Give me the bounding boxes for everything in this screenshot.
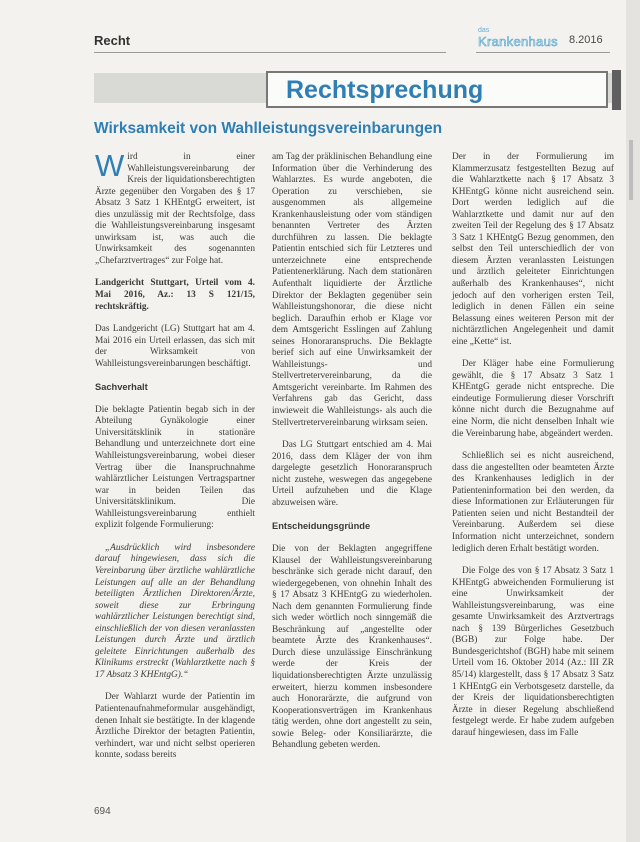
page-edge-mark: [629, 140, 633, 200]
section-title-box: [266, 71, 608, 108]
logo-wordmark: Krankenhaus: [478, 34, 558, 49]
section-title: Rechtsprechung: [286, 76, 484, 104]
header-rule: [94, 52, 446, 53]
lead-paragraph: [95, 148, 255, 267]
quoted-clause: „Ausdrücklich wird insbesondere darauf hingewiesen, dass sich die Vereinbarung über ärztliche wahlärztliche Leistungen auf alle an der Behandlung beteiligten Ärztlichen Direktoren/Ärzte, soweit diese zur Erbringung wahlärztlicher Leistungen berechtigt sind, einschließlich der von diesen veranlassten Leistungen durch Ärzte und ärztlich geleitete Einrichtungen außerhalb des Klinikums erstreckt (Wahlarztkette nach § 17 Absatz 3 KHEntgG).“: [95, 542, 255, 680]
paragraph: Der in der Formulierung im Klammerzusatz festgestellten Bezug auf die Wahlarztkette nach § 17 Absatz 3 KHEntgG könne nicht ausreichend sein. Dort werden lediglich auf die Wahlarztkette und damit nur auf den zweiten Teil der Regelung des § 17 Absatz 3 Satz 1 KHEntgG Bezug genommen, den selbst den Teil unterschiedlich der von diesem Ärzten veranlassten Leistungen und ärztlich geleiteter Einrichtungen außerhalb des Krankenhauses“, nicht jedoch auf den vorherigen ersten Teil, lediglich in denen Fällen ein seine Belassung eines weiteren Person mit der nichtärztlichen Angelegenheit und damit eine „Kette“ ist.: [452, 152, 614, 347]
section-label: Recht: [94, 33, 131, 48]
article-headline: Wirksamkeit von Wahlleistungsvereinbarungen: [94, 120, 443, 137]
logo-prefix: das: [478, 27, 490, 34]
court-citation: Landgericht Stuttgart, Urteil vom 4. Mai 2016, Az.: 13 S 121/15, rechtskräftig.: [95, 278, 255, 312]
paragraph: Der Kläger habe eine Formulierung gewählt, die § 17 Absatz 3 Satz 1 KHEntgG gerade nicht entspreche. Die eindeutige Formulierung dieser Vorschrift könne nicht durch die Bezugnahme auf eine Norm, die nicht denselben Inhalt wie die Vereinbarung habe, abgeändert werden.: [452, 359, 614, 439]
paragraph: Der Wahlarzt wurde der Patientin im Patientenaufnahmeformular ausgehändigt, denen Inhalt sie bestätigte. In der klagende Ärztliche Direktor der betagten Patientin, verhindert, war und nicht selbst operieren konnte, sodass bereits: [95, 692, 255, 761]
page-edge: [626, 0, 640, 842]
paragraph: Die Folge des von § 17 Absatz 3 Satz 1 KHEntgG abweichenden Formulierung ist eine Unwirksamkeit der Wahlleistungsvereinbarung, was eine gesamte Unwirksamkeit des Arztvertrags nach § 139 Bürgerliches Gesetzbuch (BGB) zur Folge habe. Der Bundesgerichtshof (BGH) habe mit seinem Urteil vom 16. Oktober 2014 (Az.: III ZR 85/14) klargestellt, dass § 17 Absatz 3 Satz 1 KHEntgG ein Verbotsgesetz darstelle, da der Kreis der liquidationsberechtigten Ärzte in dieser Regelung abschließend festgelegt werde. Er habe zudem aufgeben darauf hingewiesen, dass im Falle: [452, 566, 614, 738]
page-number: 694: [94, 806, 111, 817]
header-rule-right: [476, 52, 610, 53]
paragraph: Die von der Beklagten angegriffene Klausel der Wahlleistungsvereinbarung beschränke sich gerade nicht darauf, den wiedergegebenen, von ohnehin Inhalt des § 17 Absatz 3 KHEntgG zu wiederholen. Nach dem genannten Formulierung finde sich weder wörtlich noch sinngemäß die Beschränkung auf „angestellte oder beamtete Ärzte des Krankenhauses“. Durch diese unzulässige Einschränkung werde der Kreis der liquidationsberechtigten Ärzte unzulässig erweitert, hierzu kommen insbesondere auch Honorarärzte, die aufgrund von Kooperationsverträgen im Krankenhaus tätig werden, ohne dort angestellt zu sein, sowie Beleg- oder Konsiliarärzte, die Behandlung gebeten werden.: [272, 543, 432, 751]
subheading-facts: Sachverhalt: [95, 382, 148, 393]
paragraph: Die beklagte Patientin begab sich in der Abteilung Gynäkologie einer Universitätsklinik in stationäre Behandlung und unterzeichnete dort eine Wahlleistungsvereinbarung, wobei dieser Vertrag über die Inanspruchnahme wahlärztlicher Leistungen Vertragspartner war in beiden Teilen das Universitätsklinikum. Die Wahlleistungsvereinbarung enthielt explizit folgende Formulierung:: [95, 404, 255, 531]
text-column-3: [452, 152, 614, 739]
paragraph: Schließlich sei es nicht ausreichend, dass die angestellten oder beamteten Ärzte des Krankenhauses lediglich in der Patienteninformation bei den werden, da diese Informationen zur Erläuterungen für Patienten seien und nicht Bestandteil der Vereinbarung. Außerdem sei diese Information nicht unterzeichnet, sondern lediglich deren Erhalt bestätigt worden.: [452, 451, 614, 554]
title-band-edge: [612, 70, 621, 110]
paragraph: am Tag der präklinischen Behandlung eine Information über die Verhinderung des Wahlarztes. Es wurde angeboten, die Operation zu verschieben, sie ausgenommen als allgemeine Krankenhausleistung oder vom ständigen benannten Vertreter des Ärzten durchführen zu lassen. Die beklagte Patientin entschied sich für Letzteres und unterzeichnete eine entsprechende Patientenerklärung. Nach dem stationären Aufenthalt liquidierte der Ärztliche Direktor der Beklagten gegenüber sein Wahlleistungshonorar, die diese nicht beglich. Daraufhin erhob er Klage vor dem Amtsgericht Esslingen auf Zahlung seines Honoraranspruchs. Die Beklagte berief sich auf eine Unwirksamkeit der Wahlleistungs- und Stellvertretervereinbarung, da die Amtsgericht vereinbarte. Im Rahmen des Verfahrens gab das Gericht, dass inwieweit die Wahlleistungs- als auch die Stellvertretervereinbarung wirksam seien.: [272, 152, 432, 428]
drop-cap: W: [95, 148, 125, 183]
magazine-logo: [478, 27, 558, 51]
issue-number: 8.2016: [569, 34, 603, 46]
text-column-2: [272, 152, 432, 763]
lead-text: ird in einer Wahlleistungsvereinbarung der Kreis der liquidationsberechtigten Ärzte gegenüber den Vorgaben des § 17 Absatz 3 Satz 1 KHEntgG erweitert, ist dies unzulässig mit der Rechtsfolge, dass die Wahlleistungsvereinbarung insgesamt unwirksam ist, was auch die Unwirksamkeit des sogenannten „Chefarztvertrages“ zur Folge hat.: [95, 152, 255, 266]
text-column-1: [95, 148, 255, 773]
subheading-reasons: Entscheidungsgründe: [272, 521, 371, 532]
paragraph: Das Landgericht (LG) Stuttgart hat am 4. Mai 2016 ein Urteil erlassen, das sich mit der Wirksamkeit von Wahlleistungsvereinbarungen beschäftigt.: [95, 324, 255, 369]
paragraph: Das LG Stuttgart entschied am 4. Mai 2016, dass dem Kläger der von ihm dargelegte gesetzlich Honoraranspruch nicht zustehe, weswegen das angegebene Urteil aufzuheben und die Klage abzuweisen wäre.: [272, 440, 432, 508]
